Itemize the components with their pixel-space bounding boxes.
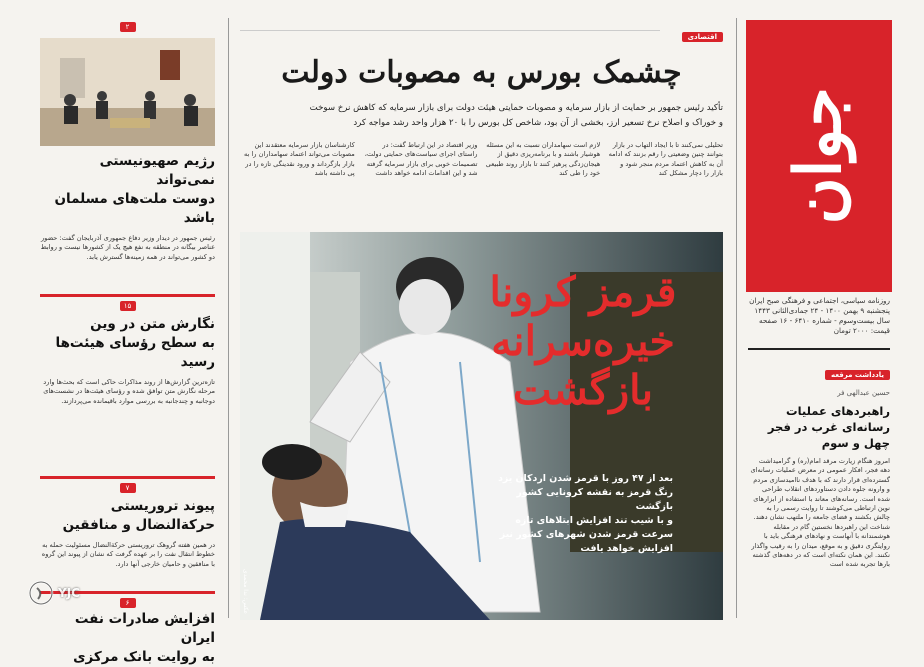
- top-story-lead-1: تأکید رئیس جمهور بر حمایت از بازار سرمایه و مصوبات حمایتی هیئت دولت برای بازار سرمایه که کاهش نرخ سوخت: [309, 103, 723, 113]
- meeting-photo: [40, 38, 215, 146]
- story-headline-line: به سطح رؤسای هیئت‌ها رسید: [55, 335, 215, 370]
- opinion-headline[interactable]: راهبردهای عملیات رسانه‌ای غرب در فجر چهل و سوم: [767, 404, 890, 450]
- story-column: کارشناسان بازار سرمایه معتقدند این مصوبات می‌تواند اعتماد سهامداران را به بازار بازگرداند و ورود نقدینگی تازه را در پی داشته باشد: [244, 141, 355, 178]
- feature-headline-line: بازگشت: [512, 366, 654, 414]
- info-line: پنجشنبه ۹ بهمن ۱۴۰۰ - ۲۴ جمادی‌الثانی ۱۴۴۳: [754, 306, 890, 315]
- story-headline[interactable]: [40, 497, 215, 535]
- section-badge: اقتصادی: [682, 32, 723, 42]
- masthead-logo: [746, 20, 892, 292]
- story-headline[interactable]: [40, 315, 215, 372]
- feature-headline-line: قرمز کرونا: [489, 268, 677, 316]
- info-line: سال بیست‌وسوم - شماره ۶۴۱۰ - ۱۶ صفحه: [759, 316, 890, 325]
- story-body: در همین هفته گروهک تروریستی حرکة‌النضال مسئولیت حمله به خطوط انتقال نفت را بر عهده گرفت که نشان از پیوند این گروه با منافقین و حامیان خارجی آنها دارد.: [41, 541, 215, 568]
- left-column: [40, 22, 215, 667]
- top-story-headline[interactable]: چشمک بورس به مصوبات دولت: [281, 55, 682, 90]
- feature-sub-line: سرعت قرمز شدن شهرهای کشور نیز: [499, 529, 673, 540]
- story-column: وزیر اقتصاد در این ارتباط گفت: در راستای اجرای سیاست‌های حمایتی دولت، تصمیمات خوبی برای بازار سرمایه گرفته شد و این اقدامات ادامه خواهد داشت: [364, 141, 478, 178]
- watermark-text: YJC: [58, 586, 80, 600]
- story-headline-line: پیوند تروریستی: [110, 498, 215, 514]
- column-divider: [228, 18, 229, 618]
- page-number-badge: ۶: [120, 598, 136, 608]
- meeting-scene: [40, 38, 215, 146]
- story-body: رئیس جمهور در دیدار وزیر دفاع جمهوری آذربایجان گفت: حضور عناصر بیگانه در منطقه به نفع هیچ یک از کشورها نیست و روابط دو کشور می‌تواند در همه زمینه‌ها گسترش یابد.: [40, 234, 215, 261]
- feature-sub-line: افزایش خواهد یافت: [580, 543, 673, 554]
- photo-caption: عکس: ندا محمدی: [242, 568, 249, 614]
- story-headline-line: به روایت بانک مرکزی: [73, 649, 215, 665]
- paper-info: [748, 296, 890, 336]
- story-headline[interactable]: [40, 610, 215, 667]
- page-number-badge: ۲: [120, 22, 136, 32]
- divider: [240, 30, 660, 31]
- story-body: تازه‌ترین گزارش‌ها از روند مذاکرات حاکی است که بحث‌ها وارد مرحله نگارش متن توافق شده و رؤسای هیئت‌ها در نشست‌های دوجانبه و چندجانبه به بررسی موارد باقیمانده می‌پردازند.: [43, 378, 215, 405]
- feature-sub-line: بعد از ۴۷ روز با قرمز شدن اردکان یزد: [498, 473, 673, 484]
- masthead-title: جوان: [781, 87, 856, 225]
- story-headline-line: دوست ملت‌های مسلمان باشد: [54, 191, 215, 226]
- opinion-body: امروز هنگام زیارت مرقد امام(ره) و گرامیداشت دهه فجر، افکار عمومی در معرض عملیات رسانه‌ای گسترده‌ای قرار دارند که با هدف ناامیدسازی مردم و وارونه جلوه دادن دستاوردهای انقلاب طراحی شده است. رسانه‌های معاند با استفاده از ابزارهای نوین ارتباطی می‌کوشند تا روایت رسمی را به چالش بکشند و فضای جامعه را ملتهب نشان دهند. شناخت این راهبردها نخستین گام در مقابله هوشمندانه با آنهاست و نهادهای فرهنگی باید با روایتگری دقیق و به موقع، میدان را به رقیب واگذار نکنند. این همان نکته‌ای است که در دهه‌های گذشته بارها تجربه شده است: [750, 457, 890, 569]
- info-line: روزنامه سیاسی، اجتماعی و فرهنگی صبح ایران: [749, 296, 890, 305]
- story-headline-line: رژیم صهیونیستی نمی‌تواند: [99, 153, 215, 188]
- feature-photo: [240, 232, 723, 620]
- info-line: قیمت: ۲۰۰۰ تومان: [833, 326, 890, 335]
- page-number-badge: ۷: [120, 483, 136, 493]
- opinion-badge: یادداشت مرقعه: [825, 370, 890, 380]
- story-headline-line: افزایش صادرات نفت ایران: [74, 611, 215, 646]
- story-headline[interactable]: [40, 152, 215, 228]
- opinion-column: [748, 362, 890, 637]
- page-number-badge: ۱۵: [120, 301, 136, 311]
- column-divider: [736, 18, 737, 618]
- feature-headline[interactable]: [483, 268, 683, 415]
- divider: [748, 348, 890, 350]
- story-headline-line: نگارش متن در وین: [90, 316, 215, 332]
- story-headline-line: حرکة‌النضال و منافقین: [62, 517, 215, 533]
- story-column: لازم است سهامداران نسبت به این مسئله هوشیار باشند و با برنامه‌ریزی دقیق از هیجان‌زدگی پرهیز کنند تا بازار روند طبیعی خود را طی کند: [485, 141, 601, 178]
- divider: [40, 294, 215, 297]
- yjc-logo-icon: [28, 580, 54, 606]
- opinion-author: حسین عبدالهی فر: [837, 389, 890, 397]
- top-story-lead-2: و خوراک و اصلاح نرخ تسعیر ارز، بخشی از آن بود، شاخص کل بورس را با ۲۰ هزار واحد رشد مواجه کرد: [353, 118, 723, 128]
- feature-headline-line: خیره‌سرانه: [491, 317, 675, 365]
- divider: [40, 476, 215, 479]
- feature-sub-line: و با شیب تند افزایش ابتلاهای تازه: [515, 515, 673, 526]
- feature-sub-line: رنگ قرمز به نقشه کرونایی کشور بازگشت: [516, 487, 673, 512]
- top-story: [240, 24, 723, 189]
- feature-subhead: [483, 472, 673, 556]
- story-column: تحلیلی نمی‌کنند تا با ایجاد التهاب در بازار بتوانند چنین وضعیتی را رقم بزنند که ادامه آن به کاهش اعتماد مردم منجر شود و بازار را دچار مشکل کند: [608, 141, 723, 178]
- watermark: [28, 580, 80, 606]
